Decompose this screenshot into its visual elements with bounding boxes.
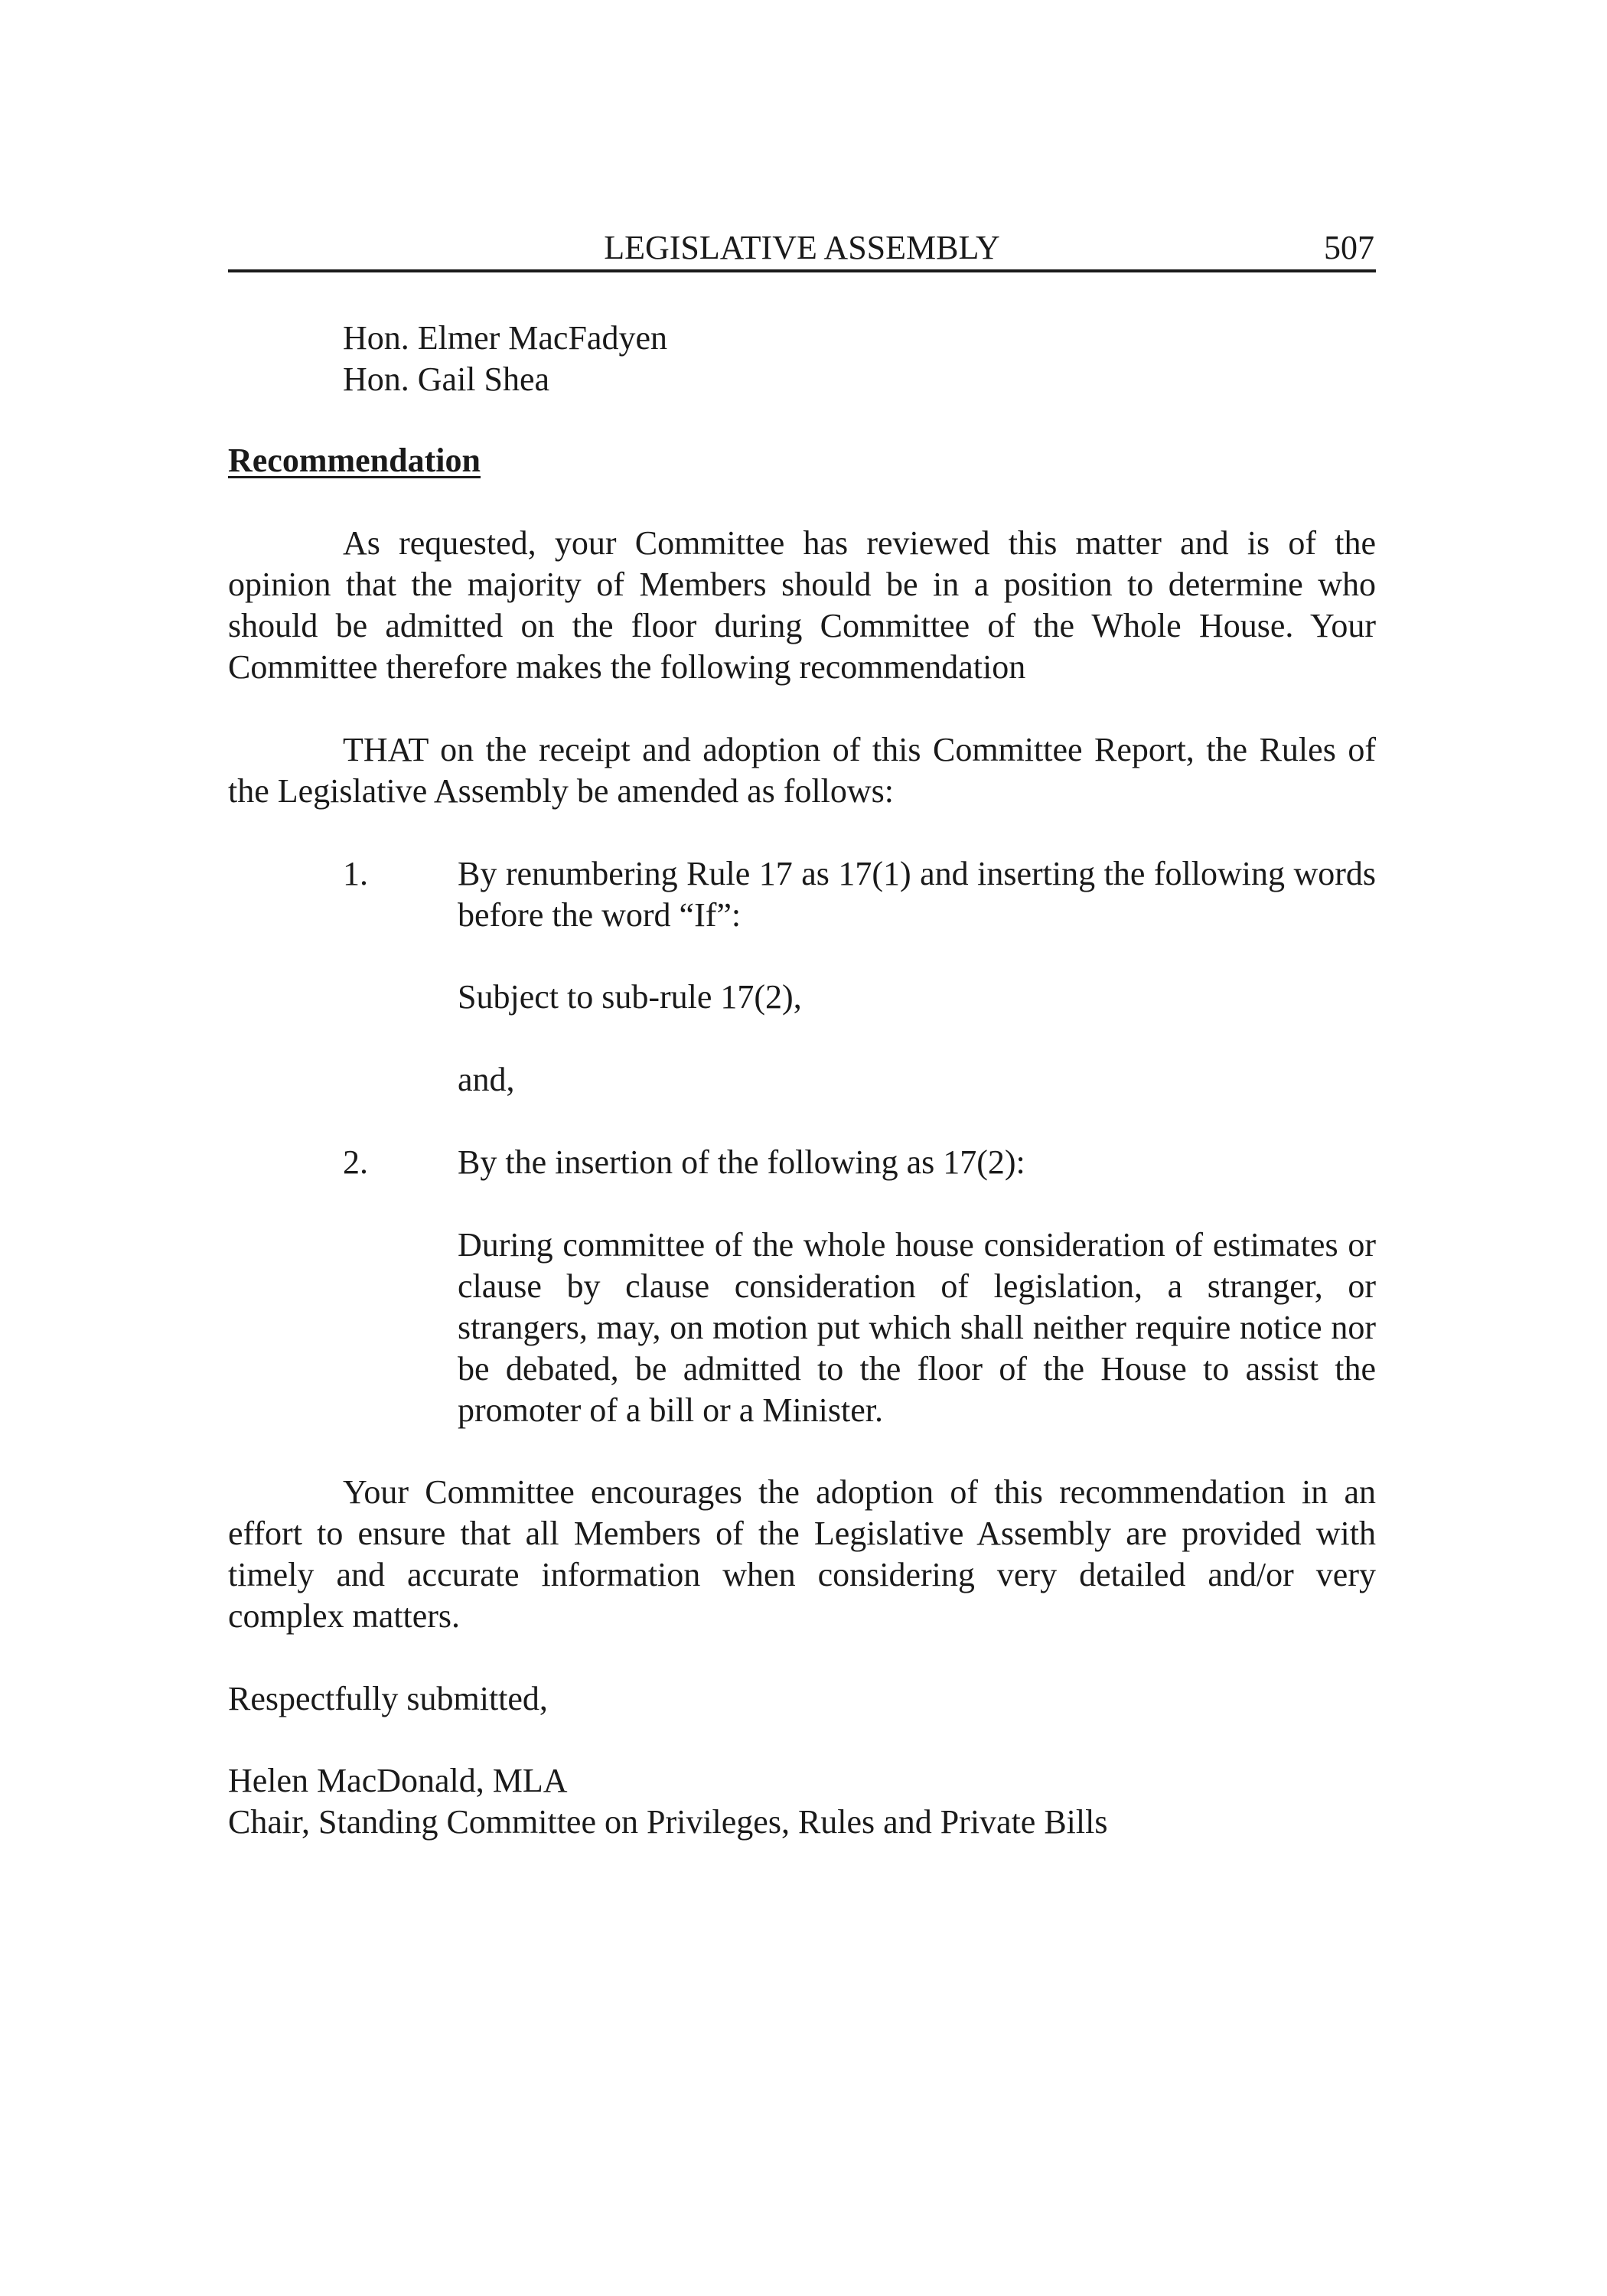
signatory-name: Helen MacDonald, MLA [228,1762,568,1799]
section-heading: Recommendation [228,442,481,479]
that-clause-paragraph: THAT on the receipt and adoption of this Committee Report, the Rules of the Legislative Assembly be amended as follows: [228,731,1376,810]
member-name: Hon. Elmer MacFadyen [343,319,667,357]
item-number: 2. [343,1143,368,1181]
item-text: By the insertion of the following as 17(2): [458,1143,1025,1181]
closing-paragraph: Your Committee encourages the adoption of this recommendation in an effort to ensure that all Members of the Legislative Assembly are provided with timely and accurate information when considering very detailed and/or very complex matters. [228,1473,1376,1635]
page-number: 507 [1324,229,1374,266]
item-quote: Subject to sub-rule 17(2), [458,978,802,1016]
item-conjunction: and, [458,1061,515,1098]
item-quote: During committee of the whole house consideration of estimates or clause by clause consideration of legislation, a stranger, or strangers, may, on motion put which shall neither require notice nor be debated, be admitted to the floor of the House to assist the promoter of a bill or a Minister. [458,1226,1376,1429]
item-text: By renumbering Rule 17 as 17(1) and inserting the following words before the word “If”: [458,855,1376,934]
page-header [228,227,1376,272]
signatory-role: Chair, Standing Committee on Privileges, Rules and Private Bills [228,1803,1108,1841]
salutation: Respectfully submitted, [228,1680,548,1717]
intro-paragraph: As requested, your Committee has reviewed this matter and is of the opinion that the majority of Members should be in a position to determine who should be admitted on the floor during Committee of the Whole House. Your Committee therefore makes the following recommendation [228,524,1376,686]
header-title: LEGISLATIVE ASSEMBLY [604,229,1000,266]
member-name: Hon. Gail Shea [343,360,550,398]
item-number: 1. [343,855,368,892]
